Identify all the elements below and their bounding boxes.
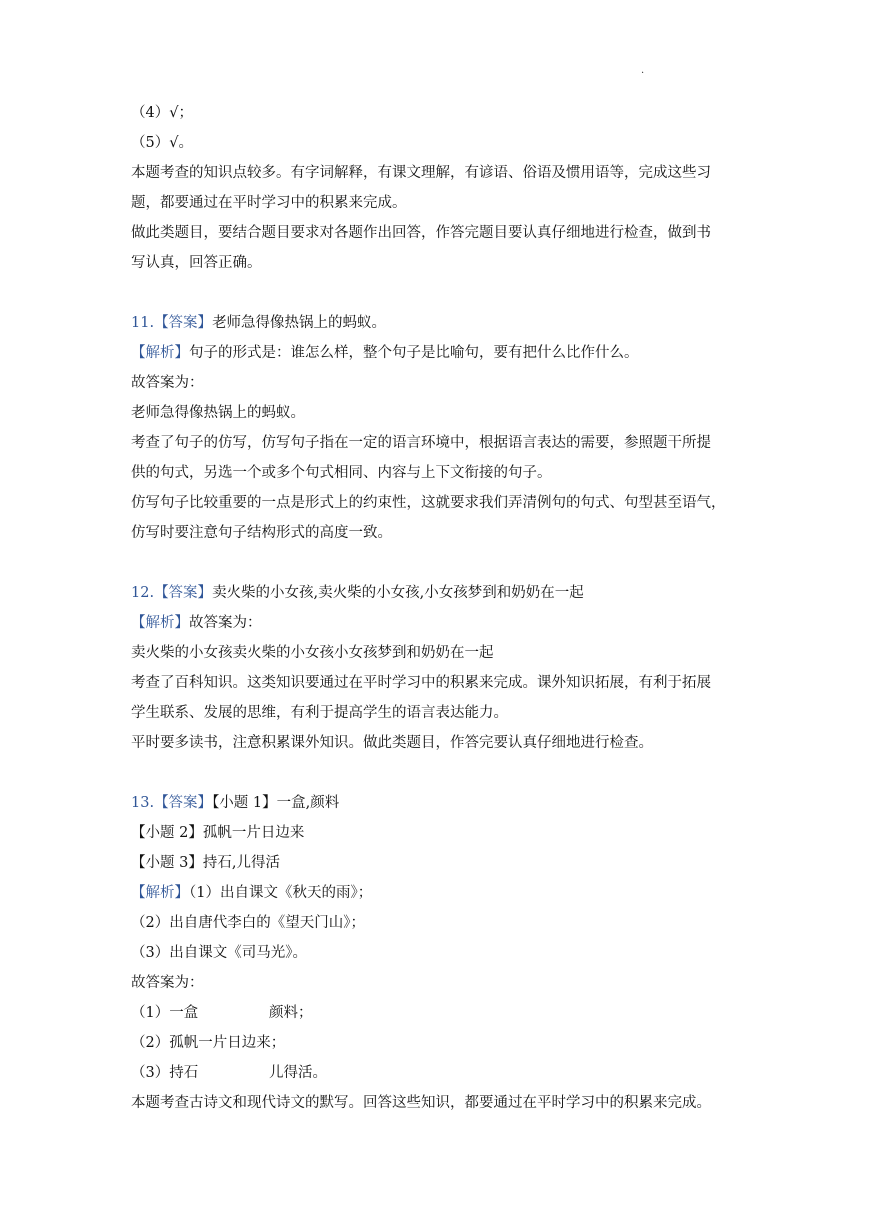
q11-analysis-line bbox=[131, 338, 741, 368]
q11-line-6: 仿写时要注意句子结构形式的高度一致。 bbox=[131, 525, 392, 541]
q13-answer-3 bbox=[131, 1058, 741, 1088]
header-dot: . bbox=[641, 65, 645, 76]
q11-line-2: 老师急得像热锅上的蚂蚁。 bbox=[131, 405, 305, 421]
q13-line-1: （2）出自唐代李白的《望天门山》； bbox=[131, 915, 365, 931]
q11-number: 11. bbox=[131, 315, 155, 331]
intro-line-1: （4）√； bbox=[131, 105, 193, 121]
q11-answer: 老师急得像热锅上的蚂蚁。 bbox=[212, 315, 387, 331]
q13-answer-3b: 儿得活。 bbox=[269, 1065, 327, 1081]
q11-line-4: 供的句式，另选一个或多个句式相同、内容与上下文衔接的句子。 bbox=[131, 465, 552, 481]
q13-line-3: 故答案为： bbox=[131, 975, 204, 991]
answer-tag: 【答案】 bbox=[154, 795, 213, 811]
q13-answer-2: （2）孤帆一片日边来； bbox=[131, 1035, 286, 1051]
q12-analysis-line bbox=[131, 608, 741, 638]
q13-analysis: （1）出自课文《秋天的雨》； bbox=[189, 885, 373, 901]
q13-sub2: 【小题 2】孤帆一片日边来 bbox=[131, 825, 305, 841]
intro-line-2: （5）√。 bbox=[131, 135, 193, 151]
q13-number: 13. bbox=[131, 795, 155, 811]
q11-answer-line bbox=[131, 308, 741, 338]
q13-line-2: （3）出自课文《司马光》。 bbox=[131, 945, 307, 961]
q13-answer-1a: （1）一盒 bbox=[131, 1005, 199, 1021]
q12-analysis: 故答案为： bbox=[189, 615, 262, 631]
q13-line-4: 本题考查古诗文和现代诗文的默写。回答这些知识，都要通过在平时学习中的积累来完成。 bbox=[131, 1095, 711, 1111]
intro-line-4: 题，都要通过在平时学习中的积累来完成。 bbox=[131, 195, 407, 211]
q11-line-3: 考查了句子的仿写，仿写句子指在一定的语言环境中，根据语言表达的需要，参照题干所提 bbox=[131, 435, 711, 451]
answer-tag: 【答案】 bbox=[154, 585, 213, 601]
q11-line-1: 故答案为： bbox=[131, 375, 204, 391]
q12-answer-line bbox=[131, 578, 741, 608]
intro-line-6: 写认真，回答正确。 bbox=[131, 255, 262, 271]
q12-line-2: 考查了百科知识。这类知识要通过在平时学习中的积累来完成。课外知识拓展，有利于拓展 bbox=[131, 675, 711, 691]
analysis-tag: 【解析】 bbox=[131, 885, 189, 901]
intro-line-5: 做此类题目，要结合题目要求对各题作出回答，作答完题目要认真仔细地进行检查，做到书 bbox=[131, 225, 711, 241]
q13-answer-1b: 颜料； bbox=[269, 1005, 313, 1021]
q12-answer: 卖火柴的小女孩,卖火柴的小女孩,小女孩梦到和奶奶在一起 bbox=[212, 585, 584, 601]
q12-number: 12. bbox=[131, 585, 155, 601]
q11-analysis: 句子的形式是：谁怎么样，整个句子是比喻句，要有把什么比作什么。 bbox=[189, 345, 639, 361]
q12-line-4: 平时要多读书，注意积累课外知识。做此类题目，作答完要认真仔细地进行检查。 bbox=[131, 735, 653, 751]
q13-analysis-line bbox=[131, 878, 741, 908]
analysis-tag: 【解析】 bbox=[131, 615, 189, 631]
q13-sub3: 【小题 3】持石,儿得活 bbox=[131, 855, 280, 871]
q11-line-5: 仿写句子比较重要的一点是形式上的约束性，这就要求我们弄清例句的句式、句型甚至语气， bbox=[131, 495, 726, 511]
document-content bbox=[131, 98, 741, 1118]
answer-tag: 【答案】 bbox=[154, 315, 213, 331]
q13-answer-line bbox=[131, 788, 741, 818]
q13-answer-1 bbox=[131, 998, 741, 1028]
q12-line-3: 学生联系、发展的思维，有利于提高学生的语言表达能力。 bbox=[131, 705, 508, 721]
analysis-tag: 【解析】 bbox=[131, 345, 189, 361]
q12-line-1: 卖火柴的小女孩卖火柴的小女孩小女孩梦到和奶奶在一起 bbox=[131, 645, 494, 661]
intro-line-3: 本题考查的知识点较多。有字词解释，有课文理解，有谚语、俗语及惯用语等，完成这些习 bbox=[131, 165, 711, 181]
q13-answer-3a: （3）持石 bbox=[131, 1065, 199, 1081]
q13-sub1: 【小题 1】一盒,颜料 bbox=[212, 795, 340, 811]
